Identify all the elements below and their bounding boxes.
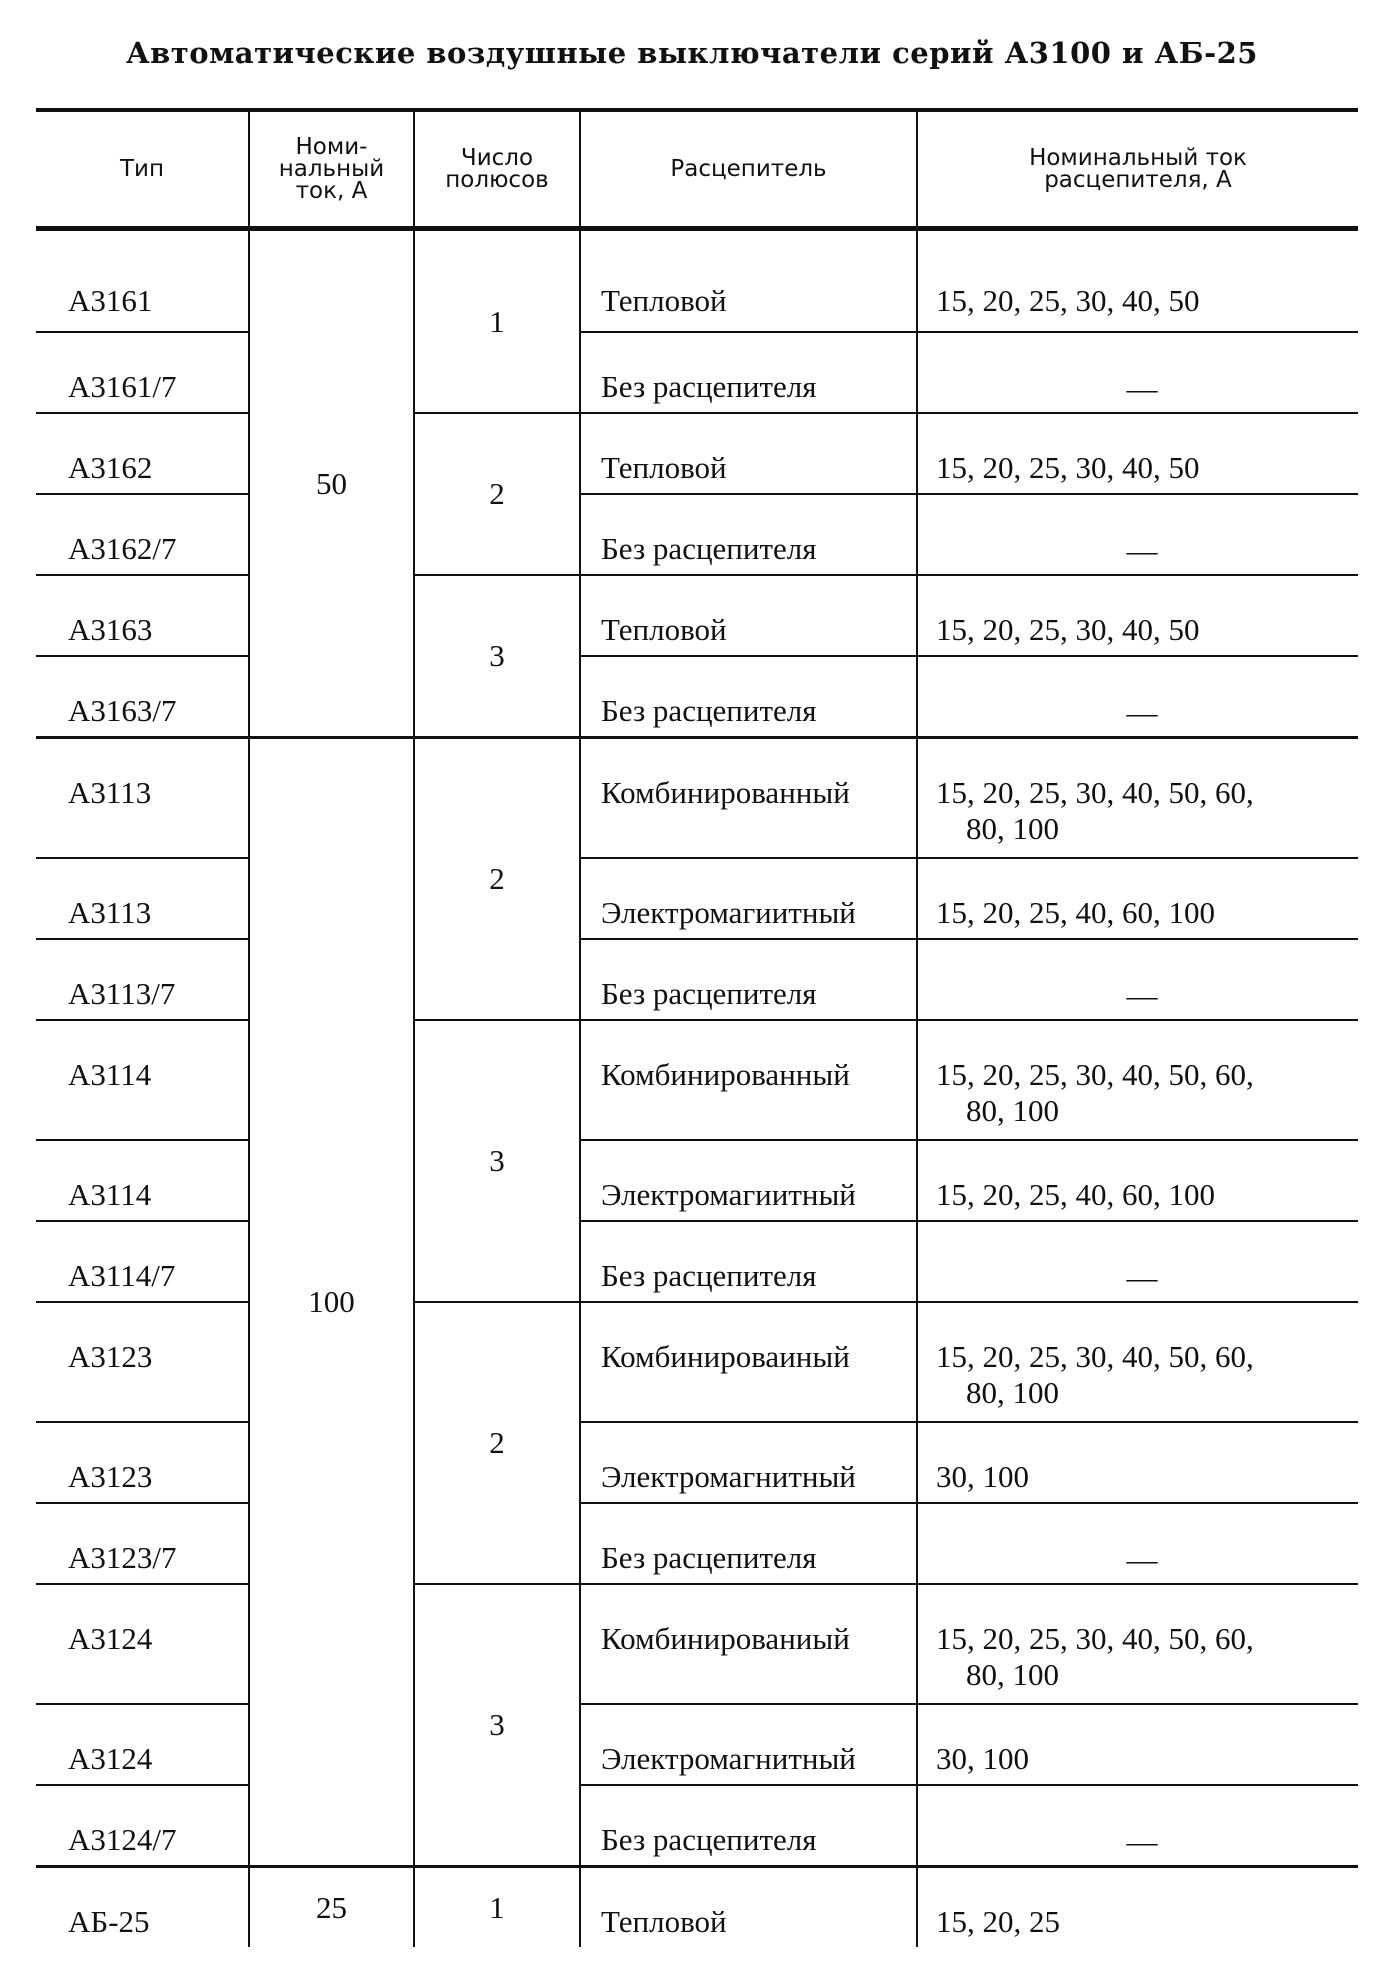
release-cell: Тепловой [580, 1867, 917, 1948]
poles-cell: 2 [414, 738, 580, 1021]
table-row [36, 1704, 1358, 1785]
type-cell: А3114/7 [36, 1221, 249, 1302]
table-row [36, 229, 1358, 333]
release-current-cell: 15, 20, 25 [917, 1867, 1358, 1948]
release-cell: Комбинироваиный [580, 1302, 917, 1422]
table-row [36, 575, 1358, 656]
type-cell: А3161 [36, 229, 249, 333]
release-cell: Электромагнитный [580, 1422, 917, 1503]
dash: — [1126, 1260, 1158, 1295]
release-cell: Электромагиитный [580, 1140, 917, 1221]
release-cell: Электромагнитный [580, 1704, 917, 1785]
type-cell: А3163 [36, 575, 249, 656]
type-cell: А3113 [36, 858, 249, 939]
header-poles: Число полюсов [414, 110, 580, 229]
dash: — [1126, 371, 1158, 406]
type-cell: А3124 [36, 1704, 249, 1785]
header-rated-current: Номи- нальный ток, А [249, 110, 414, 229]
poles-cell: 1 [414, 229, 580, 414]
release-current-cell [917, 1221, 1358, 1302]
type-cell: А3123 [36, 1422, 249, 1503]
release-cell: Без расцепителя [580, 1503, 917, 1584]
release-cell: Без расцепителя [580, 332, 917, 413]
release-current-cell [917, 494, 1358, 575]
release-current-cell [917, 332, 1358, 413]
table-row [36, 939, 1358, 1020]
release-current-cell: 30, 100 [917, 1422, 1358, 1503]
type-cell: А3162/7 [36, 494, 249, 575]
type-cell: А3123/7 [36, 1503, 249, 1584]
release-current-cell [917, 1785, 1358, 1867]
release-cell: Без расцепителя [580, 939, 917, 1020]
release-cell: Без расцепителя [580, 494, 917, 575]
release-current-cell: 15, 20, 25, 30, 40, 50 [917, 575, 1358, 656]
table-row [36, 1020, 1358, 1140]
release-current-cell: 15, 20, 25, 40, 60, 100 [917, 1140, 1358, 1221]
rated-current-cell: 50 [249, 229, 414, 738]
poles-cell: 3 [414, 575, 580, 738]
dash: — [1126, 1542, 1158, 1577]
type-cell: А3124/7 [36, 1785, 249, 1867]
dash: — [1126, 533, 1158, 568]
type-cell: А3113/7 [36, 939, 249, 1020]
release-current-cell [917, 939, 1358, 1020]
table-row [36, 1221, 1358, 1302]
release-cell: Комбинированный [580, 1020, 917, 1140]
release-cell: Комбинированный [580, 738, 917, 859]
poles-cell: 2 [414, 1302, 580, 1584]
release-cell: Без расцепителя [580, 1785, 917, 1867]
type-cell: А3113 [36, 738, 249, 859]
release-current-cell: 15, 20, 25, 40, 60, 100 [917, 858, 1358, 939]
table-row [36, 858, 1358, 939]
release-cell: Без расцепителя [580, 656, 917, 738]
page-title: Автоматические воздушные выключатели серий А3100 и АБ-25 [126, 36, 1258, 70]
poles-cell: 2 [414, 413, 580, 575]
release-current-cell: 15, 20, 25, 30, 40, 50, 60, 80, 100 [917, 1584, 1358, 1704]
dash: — [1126, 978, 1158, 1013]
type-cell: А3114 [36, 1020, 249, 1140]
release-current-cell [917, 1503, 1358, 1584]
type-cell: АБ-25 [68, 1904, 150, 1939]
header-release-current: Номинальный ток расцепителя, А [917, 110, 1358, 229]
release-cell: Электромагиитный [580, 858, 917, 939]
rated-current-cell: 100 [249, 738, 414, 1867]
poles-cell: 1 [414, 1867, 580, 1948]
header-row [36, 110, 1358, 229]
release-cell: Тепловой [580, 229, 917, 333]
release-current-cell: 15, 20, 25, 30, 40, 50, 60, 80, 100 [917, 1020, 1358, 1140]
table-row [36, 413, 1358, 494]
table-row [36, 1302, 1358, 1422]
type-cell: А3162 [36, 413, 249, 494]
release-current-cell: 30, 100 [917, 1704, 1358, 1785]
release-current-cell: 15, 20, 25, 30, 40, 50, 60, 80, 100 [917, 1302, 1358, 1422]
release-current-cell [917, 656, 1358, 738]
release-cell: Без расцепителя [580, 1221, 917, 1302]
type-cell: А3124 [36, 1584, 249, 1704]
release-cell: Тепловой [580, 413, 917, 494]
table-row [36, 1584, 1358, 1704]
rated-current-cell: 25 [249, 1867, 414, 1948]
table-row [36, 1785, 1358, 1867]
release-cell: Комбинированиый [580, 1584, 917, 1704]
release-current-cell: 15, 20, 25, 30, 40, 50, 60, 80, 100 [917, 738, 1358, 859]
table-row [36, 656, 1358, 738]
dash: — [1126, 695, 1158, 730]
type-cell: А3163/7 [36, 656, 249, 738]
table-row [36, 1422, 1358, 1503]
table-row [36, 1867, 1358, 1948]
header-release: Расцепитель [580, 110, 917, 229]
dash: — [1126, 1824, 1158, 1859]
release-current-cell: 15, 20, 25, 30, 40, 50 [917, 229, 1358, 333]
table-row [36, 1503, 1358, 1584]
type-cell: А3161/7 [36, 332, 249, 413]
release-current-cell: 15, 20, 25, 30, 40, 50 [917, 413, 1358, 494]
header-type: Тип [36, 110, 249, 229]
table-row [36, 1140, 1358, 1221]
table-row [36, 494, 1358, 575]
release-cell: Тепловой [580, 575, 917, 656]
table-row [36, 738, 1358, 859]
breakers-table [36, 108, 1358, 1947]
table-row [36, 332, 1358, 413]
type-cell: А3123 [36, 1302, 249, 1422]
poles-cell: 3 [414, 1584, 580, 1867]
type-cell: А3114 [36, 1140, 249, 1221]
poles-cell: 3 [414, 1020, 580, 1302]
